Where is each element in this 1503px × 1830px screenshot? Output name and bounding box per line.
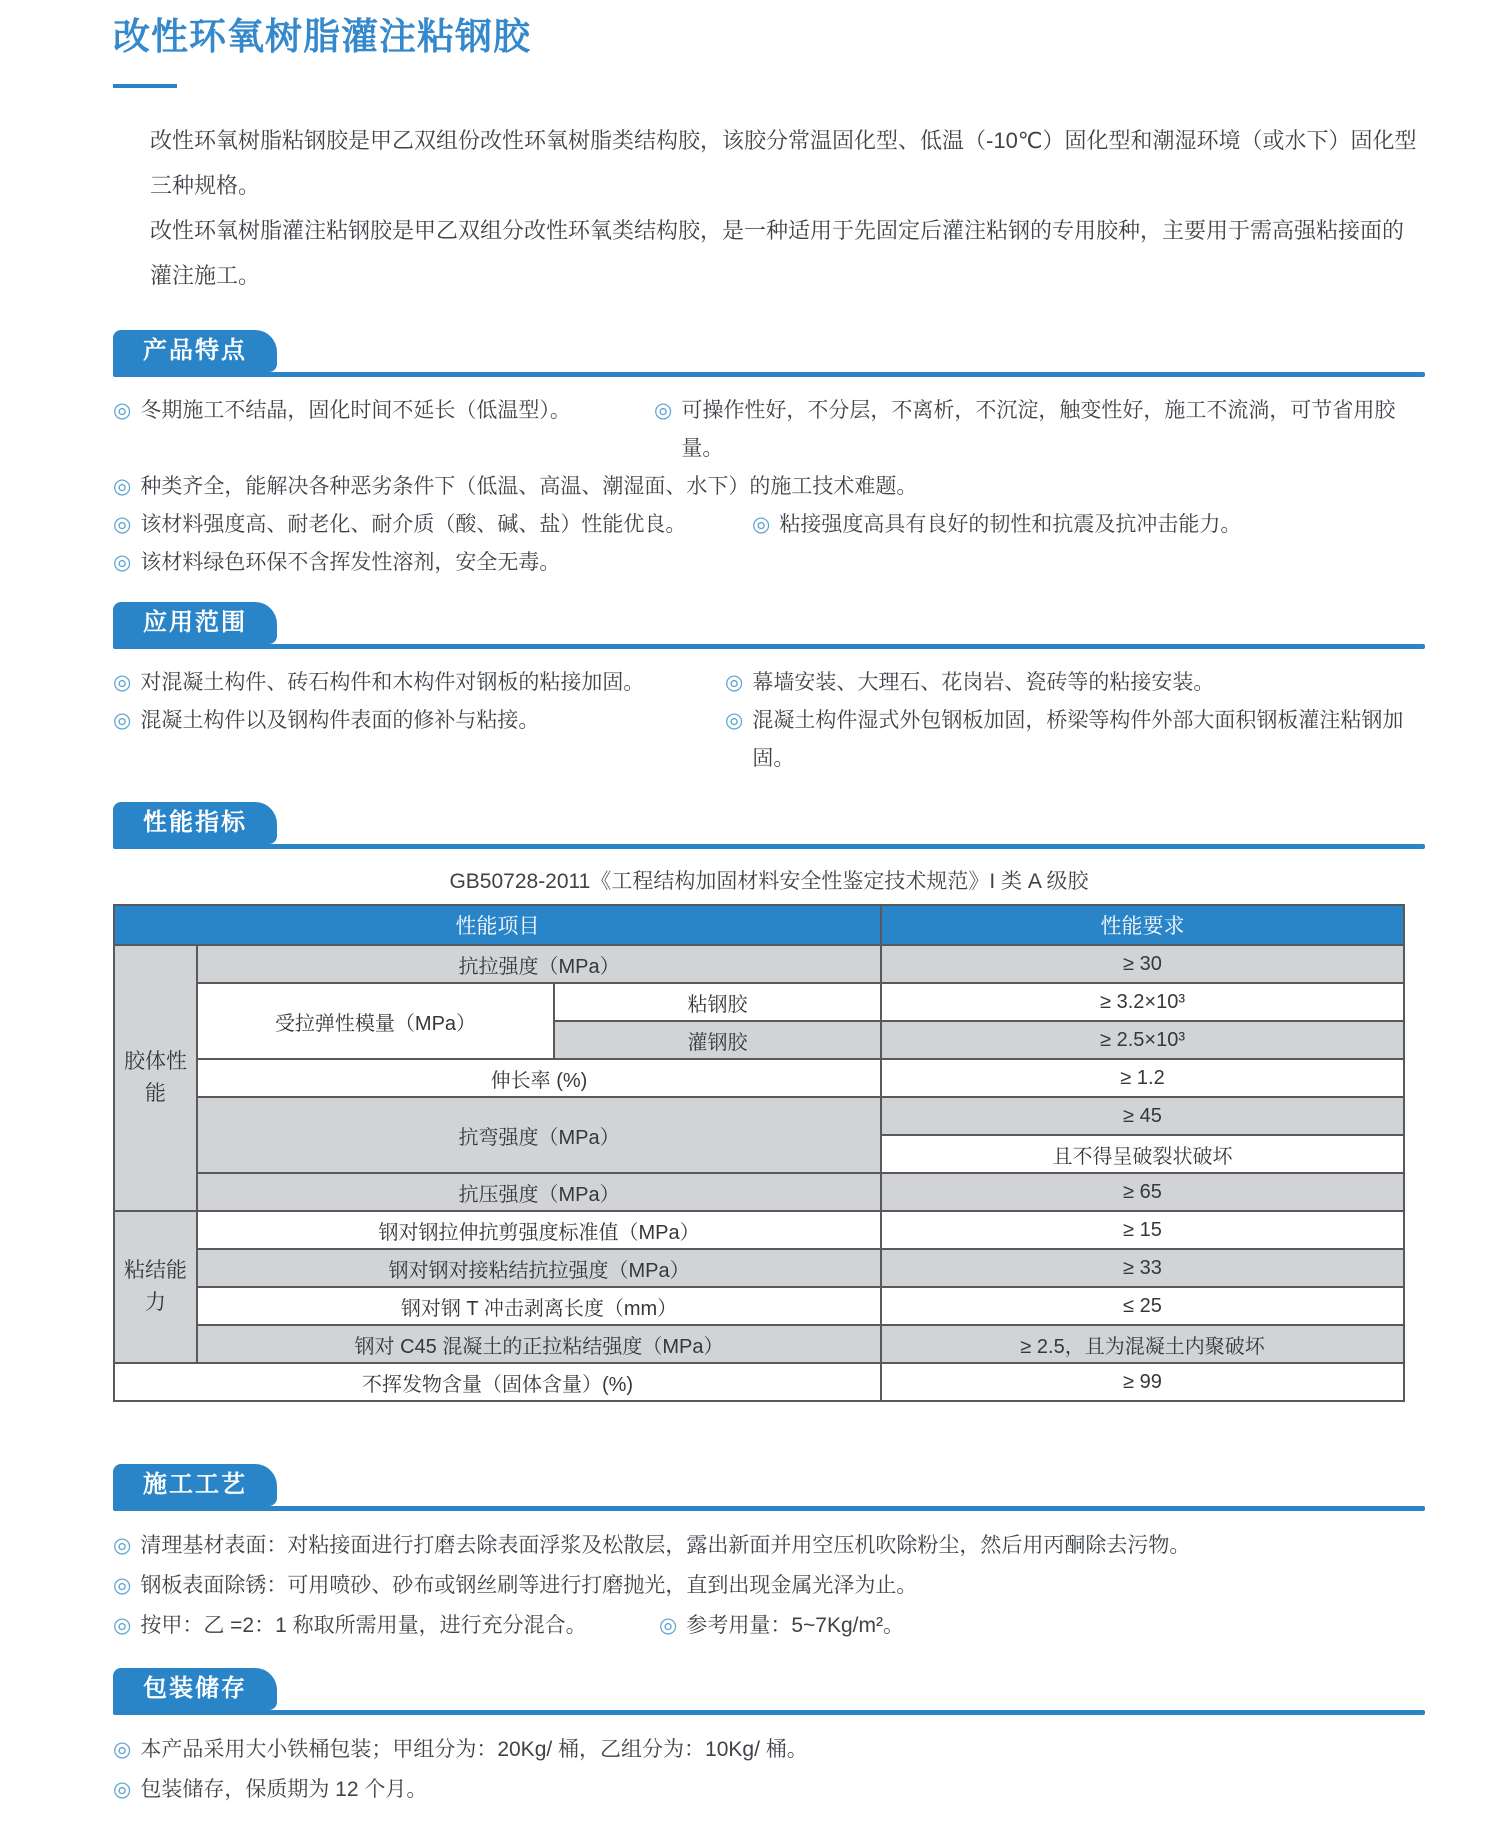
feature-row xyxy=(113,392,1425,468)
sub-item-cell: 灌钢胶 xyxy=(554,1021,881,1059)
features-list xyxy=(113,392,1425,582)
construction-item xyxy=(659,1606,904,1646)
item-cell: 钢对钢对接粘结抗拉强度（MPa） xyxy=(197,1249,881,1287)
feature-item xyxy=(654,392,1425,468)
value-cell: ≥ 3.2×10³ xyxy=(881,983,1404,1021)
bottom-padding xyxy=(113,1810,1425,1830)
value-cell: ≥ 15 xyxy=(881,1211,1404,1249)
construction-row xyxy=(113,1606,1425,1646)
section-construction xyxy=(113,1464,1425,1646)
application-text: 对混凝土构件、砖石构件和木构件对钢板的粘接加固。 xyxy=(140,671,645,695)
item-cell: 抗拉强度（MPa） xyxy=(197,945,881,983)
application-item xyxy=(725,702,1425,778)
section-header xyxy=(113,1464,1425,1511)
section-header xyxy=(113,1668,1425,1715)
application-row xyxy=(113,702,1425,778)
value-cell: ≥ 99 xyxy=(881,1363,1404,1401)
value-cell: ≥ 65 xyxy=(881,1173,1404,1211)
ring-bullet-icon: ◎ xyxy=(113,1614,132,1638)
value-cell: 且不得呈破裂状破坏 xyxy=(881,1135,1404,1173)
feature-item xyxy=(113,392,654,468)
section-rule xyxy=(113,372,1425,377)
section-rule xyxy=(113,1506,1425,1511)
feature-text: 种类齐全，能解决各种恶劣条件下（低温、高温、潮湿面、水下）的施工技术难题。 xyxy=(140,475,918,499)
application-text: 幕墙安装、大理石、花岗岩、瓷砖等的粘接安装。 xyxy=(752,671,1215,695)
ring-bullet-icon: ◎ xyxy=(725,709,744,733)
ring-bullet-icon: ◎ xyxy=(659,1614,678,1638)
section-header xyxy=(113,602,1425,649)
ring-bullet-icon: ◎ xyxy=(725,671,744,695)
packaging-item xyxy=(113,1770,427,1810)
section-rule xyxy=(113,644,1425,649)
construction-row xyxy=(113,1526,1425,1566)
ring-bullet-icon: ◎ xyxy=(113,1534,132,1558)
application-text: 混凝土构件湿式外包钢板加固，桥梁等构件外部大面积钢板灌注粘钢加固。 xyxy=(752,709,1404,771)
ring-bullet-icon: ◎ xyxy=(113,671,132,695)
intro-paragraph: 改性环氧树脂灌注粘钢胶是甲乙双组分改性环氧类结构胶，是一种适用于先固定后灌注粘钢的专用胶种，主要用于需高强粘接面的灌注施工。 xyxy=(150,218,1405,289)
feature-row xyxy=(113,544,1425,582)
table-header-item: 性能项目 xyxy=(114,905,881,945)
item-cell: 抗压强度（MPa） xyxy=(197,1173,881,1211)
construction-text: 参考用量：5~7Kg/m²。 xyxy=(686,1614,904,1638)
construction-item xyxy=(113,1526,1190,1566)
table-row xyxy=(114,1363,1404,1401)
section-badge-applications: 应用范围 xyxy=(113,602,277,644)
table-row xyxy=(114,1097,1404,1135)
ring-bullet-icon: ◎ xyxy=(113,1778,132,1802)
table-row xyxy=(114,1173,1404,1211)
intro-block xyxy=(113,118,1425,298)
performance-table xyxy=(113,904,1405,1402)
construction-text: 清理基材表面：对粘接面进行打磨去除表面浮浆及松散层，露出新面并用空压机吹除粉尘，然后用丙酮除去污物。 xyxy=(140,1534,1191,1558)
value-cell: ≥ 2.5×10³ xyxy=(881,1021,1404,1059)
table-header-requirement: 性能要求 xyxy=(881,905,1404,945)
packaging-row xyxy=(113,1770,1425,1810)
ring-bullet-icon: ◎ xyxy=(113,399,132,423)
intro-paragraph: 改性环氧树脂粘钢胶是甲乙双组份改性环氧树脂类结构胶，该胶分常温固化型、低温（-10℃）固化型和潮湿环境（或水下）固化型三种规格。 xyxy=(150,128,1417,199)
applications-list xyxy=(113,664,1425,778)
section-rule xyxy=(113,844,1425,849)
feature-item xyxy=(113,468,917,506)
ring-bullet-icon: ◎ xyxy=(113,513,132,537)
table-row xyxy=(114,945,1404,983)
packaging-item xyxy=(113,1730,808,1770)
feature-item xyxy=(752,506,1241,544)
application-row xyxy=(113,664,1425,702)
item-cell: 受拉弹性模量（MPa） xyxy=(197,983,554,1059)
construction-item xyxy=(113,1566,917,1606)
ring-bullet-icon: ◎ xyxy=(113,1574,132,1598)
table-row xyxy=(114,1249,1404,1287)
construction-item xyxy=(113,1606,659,1646)
ring-bullet-icon: ◎ xyxy=(113,709,132,733)
page-title: 改性环氧树脂灌注粘钢胶 xyxy=(113,16,531,57)
item-cell: 钢对 C45 混凝土的正拉粘结强度（MPa） xyxy=(197,1325,881,1363)
table-row xyxy=(114,1287,1404,1325)
sub-item-cell: 粘钢胶 xyxy=(554,983,881,1021)
item-cell: 钢对钢拉伸抗剪强度标准值（MPa） xyxy=(197,1211,881,1249)
application-item xyxy=(113,702,725,778)
table-row xyxy=(114,1059,1404,1097)
title-underline xyxy=(113,84,177,88)
section-header xyxy=(113,802,1425,849)
construction-row xyxy=(113,1566,1425,1606)
packaging-row xyxy=(113,1730,1425,1770)
feature-row xyxy=(113,468,1425,506)
value-cell: ≥ 1.2 xyxy=(881,1059,1404,1097)
section-badge-packaging: 包装储存 xyxy=(113,1668,277,1710)
feature-text: 该材料绿色环保不含挥发性溶剂，安全无毒。 xyxy=(140,551,561,575)
value-cell: ≥ 30 xyxy=(881,945,1404,983)
feature-text: 粘接强度高具有良好的韧性和抗震及抗冲击能力。 xyxy=(779,513,1242,537)
section-performance xyxy=(113,802,1425,1402)
value-cell: ≤ 25 xyxy=(881,1287,1404,1325)
section-badge-performance: 性能指标 xyxy=(113,802,277,844)
table-header-row xyxy=(114,905,1404,945)
table-caption: GB50728-2011《工程结构加固材料安全性鉴定技术规范》I 类 A 级胶 xyxy=(449,870,1089,894)
group-cell-bond: 粘结能力 xyxy=(114,1211,197,1363)
value-cell: ≥ 2.5，且为混凝土内聚破坏 xyxy=(881,1325,1404,1363)
ring-bullet-icon: ◎ xyxy=(752,513,771,537)
construction-list xyxy=(113,1526,1425,1646)
table-row xyxy=(114,1211,1404,1249)
packaging-list xyxy=(113,1730,1425,1810)
section-features xyxy=(113,330,1425,582)
group-cell-glue: 胶体性能 xyxy=(114,945,197,1211)
packaging-text: 本产品采用大小铁桶包装；甲组分为：20Kg/ 桶，乙组分为：10Kg/ 桶。 xyxy=(140,1738,808,1762)
application-text: 混凝土构件以及钢构件表面的修补与粘接。 xyxy=(140,709,540,733)
table-row xyxy=(114,983,1404,1021)
application-item xyxy=(725,664,1214,702)
item-cell: 不挥发物含量（固体含量）(%) xyxy=(114,1363,881,1401)
ring-bullet-icon: ◎ xyxy=(654,399,673,423)
value-cell: ≥ 33 xyxy=(881,1249,1404,1287)
ring-bullet-icon: ◎ xyxy=(113,551,132,575)
item-cell: 抗弯强度（MPa） xyxy=(197,1097,881,1173)
section-badge-features: 产品特点 xyxy=(113,330,277,372)
item-cell: 伸长率 (%) xyxy=(197,1059,881,1097)
table-row xyxy=(114,1325,1404,1363)
feature-row xyxy=(113,506,1425,544)
application-item xyxy=(113,664,725,702)
section-header xyxy=(113,330,1425,377)
feature-text: 冬期施工不结晶，固化时间不延长（低温型）。 xyxy=(140,399,571,423)
feature-text: 可操作性好，不分层，不离析，不沉淀，触变性好，施工不流淌，可节省用胶量。 xyxy=(681,399,1396,461)
construction-text: 按甲：乙 =2：1 称取所需用量，进行充分混合。 xyxy=(140,1614,587,1638)
section-applications xyxy=(113,602,1425,778)
packaging-text: 包装储存，保质期为 12 个月。 xyxy=(140,1778,428,1802)
feature-text: 该材料强度高、耐老化、耐介质（酸、碱、盐）性能优良。 xyxy=(140,513,687,537)
feature-item xyxy=(113,506,752,544)
section-badge-construction: 施工工艺 xyxy=(113,1464,277,1506)
item-cell: 钢对钢 T 冲击剥离长度（mm） xyxy=(197,1287,881,1325)
ring-bullet-icon: ◎ xyxy=(113,1738,132,1762)
feature-item xyxy=(113,544,560,582)
construction-text: 钢板表面除锈：可用喷砂、砂布或钢丝刷等进行打磨抛光，直到出现金属光泽为止。 xyxy=(140,1574,918,1598)
value-cell: ≥ 45 xyxy=(881,1097,1404,1135)
section-rule xyxy=(113,1710,1425,1715)
ring-bullet-icon: ◎ xyxy=(113,475,132,499)
section-packaging xyxy=(113,1668,1425,1810)
